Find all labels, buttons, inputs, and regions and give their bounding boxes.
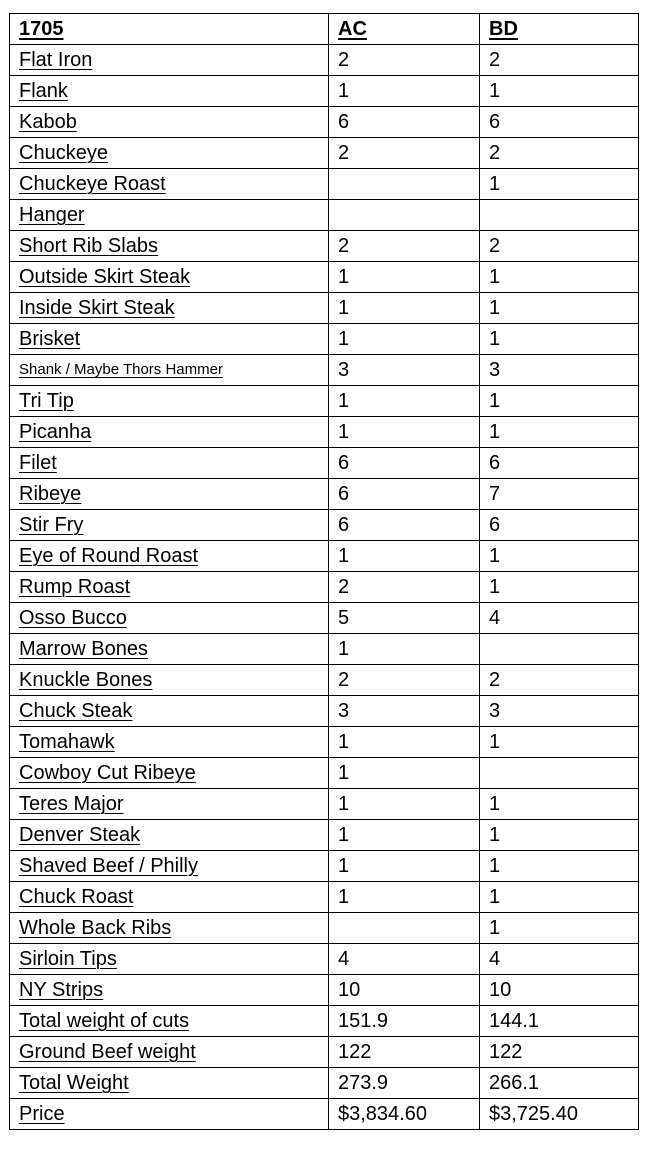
cut-name-cell xyxy=(10,1037,329,1068)
cut-name: Picanha xyxy=(19,421,92,443)
cut-name-cell xyxy=(10,448,329,479)
table-row xyxy=(10,479,639,510)
ac-value: 2 xyxy=(329,231,480,262)
table-row xyxy=(10,76,639,107)
table-row xyxy=(10,913,639,944)
cut-name-cell xyxy=(10,696,329,727)
bd-value: 2 xyxy=(480,138,639,169)
table-row xyxy=(10,634,639,665)
bd-value: 1 xyxy=(480,324,639,355)
cut-name-cell xyxy=(10,262,329,293)
cut-name: Eye of Round Roast xyxy=(19,545,198,567)
bd-value: 2 xyxy=(480,665,639,696)
cut-name: Chuck Steak xyxy=(19,700,133,722)
table-row xyxy=(10,45,639,76)
bd-value: 1 xyxy=(480,851,639,882)
bd-value: 6 xyxy=(480,510,639,541)
bd-value: 7 xyxy=(480,479,639,510)
ac-value: 1 xyxy=(329,76,480,107)
bd-value: 2 xyxy=(480,45,639,76)
table-row xyxy=(10,944,639,975)
table-row xyxy=(10,603,639,634)
bd-value: 1 xyxy=(480,789,639,820)
cut-name: Denver Steak xyxy=(19,824,141,846)
table-row xyxy=(10,975,639,1006)
cut-name-cell xyxy=(10,603,329,634)
bd-value: 1 xyxy=(480,293,639,324)
cut-name: Shaved Beef / Philly xyxy=(19,855,198,877)
table-row xyxy=(10,510,639,541)
cut-name-cell xyxy=(10,76,329,107)
table-row xyxy=(10,417,639,448)
bd-value: 144.1 xyxy=(480,1006,639,1037)
cut-name: Filet xyxy=(19,452,57,474)
cut-name-cell xyxy=(10,510,329,541)
bd-value: 1 xyxy=(480,76,639,107)
cut-name-cell xyxy=(10,572,329,603)
ac-value: 1 xyxy=(329,758,480,789)
bd-value: 1 xyxy=(480,820,639,851)
cut-name-cell xyxy=(10,479,329,510)
ac-value: 5 xyxy=(329,603,480,634)
cut-name-cell xyxy=(10,231,329,262)
cut-name: Chuckeye xyxy=(19,142,108,164)
bd-value: 266.1 xyxy=(480,1068,639,1099)
table-row xyxy=(10,138,639,169)
cut-name: Rump Roast xyxy=(19,576,131,598)
bd-value: $3,725.40 xyxy=(480,1099,639,1130)
cut-name: NY Strips xyxy=(19,979,104,1001)
table-body xyxy=(10,14,639,1130)
cut-name: Total Weight xyxy=(19,1072,129,1094)
bd-value: 10 xyxy=(480,975,639,1006)
cut-name: Stir Fry xyxy=(19,514,84,536)
table-row xyxy=(10,665,639,696)
table-row xyxy=(10,572,639,603)
table-row xyxy=(10,262,639,293)
ac-value: 1 xyxy=(329,324,480,355)
table-row xyxy=(10,1006,639,1037)
table-row xyxy=(10,448,639,479)
ac-value: 3 xyxy=(329,355,480,386)
cut-name: Teres Major xyxy=(19,793,124,815)
cut-name: Flank xyxy=(19,80,68,102)
ac-value: 1 xyxy=(329,386,480,417)
table-row xyxy=(10,107,639,138)
cut-name-cell xyxy=(10,138,329,169)
ac-value: 1 xyxy=(329,882,480,913)
table-row xyxy=(10,851,639,882)
cut-name: Cowboy Cut Ribeye xyxy=(19,762,196,784)
ac-value: 1 xyxy=(329,541,480,572)
cut-name: Total weight of cuts xyxy=(19,1010,190,1032)
table-row xyxy=(10,882,639,913)
ac-value: 1 xyxy=(329,820,480,851)
cut-name-cell xyxy=(10,975,329,1006)
ac-value: 273.9 xyxy=(329,1068,480,1099)
cut-name: Knuckle Bones xyxy=(19,669,153,691)
ac-value: 6 xyxy=(329,510,480,541)
ac-value xyxy=(329,169,480,200)
ac-value: 2 xyxy=(329,45,480,76)
bd-value: 1 xyxy=(480,417,639,448)
cut-name-cell xyxy=(10,1006,329,1037)
bd-value: 4 xyxy=(480,603,639,634)
ac-value: 1 xyxy=(329,417,480,448)
table-row xyxy=(10,758,639,789)
cut-name: Tomahawk xyxy=(19,731,115,753)
cut-name: Chuckeye Roast xyxy=(19,173,166,195)
cut-name-cell xyxy=(10,355,329,386)
cut-name: Hanger xyxy=(19,204,85,226)
table-row xyxy=(10,324,639,355)
cut-name-cell xyxy=(10,944,329,975)
cut-name-cell xyxy=(10,789,329,820)
cut-name-cell xyxy=(10,913,329,944)
bd-value xyxy=(480,758,639,789)
bd-value xyxy=(480,634,639,665)
bd-value: 1 xyxy=(480,913,639,944)
cut-name: Short Rib Slabs xyxy=(19,235,158,257)
ac-value: $3,834.60 xyxy=(329,1099,480,1130)
cut-name: Kabob xyxy=(19,111,77,133)
header-row xyxy=(10,14,639,45)
ac-value: 2 xyxy=(329,665,480,696)
ac-value: 1 xyxy=(329,851,480,882)
bd-value: 1 xyxy=(480,882,639,913)
cut-name: Price xyxy=(19,1103,65,1125)
cut-name: Flat Iron xyxy=(19,49,93,71)
bd-value: 1 xyxy=(480,169,639,200)
cut-name-cell xyxy=(10,417,329,448)
header-label-cell xyxy=(10,14,329,45)
cut-name: Inside Skirt Steak xyxy=(19,297,175,319)
bd-value: 3 xyxy=(480,696,639,727)
table-row xyxy=(10,355,639,386)
cut-name-cell xyxy=(10,665,329,696)
cut-name-cell xyxy=(10,820,329,851)
table-row xyxy=(10,820,639,851)
cut-name: Osso Bucco xyxy=(19,607,127,629)
table-row xyxy=(10,1099,639,1130)
bd-value: 6 xyxy=(480,107,639,138)
table-row xyxy=(10,727,639,758)
ac-value: 6 xyxy=(329,107,480,138)
bd-value xyxy=(480,200,639,231)
cut-name-cell xyxy=(10,107,329,138)
cut-name: Shank / Maybe Thors Hammer xyxy=(19,361,223,378)
cut-name: Whole Back Ribs xyxy=(19,917,172,939)
header-ac: AC xyxy=(338,18,367,40)
cut-name-cell xyxy=(10,882,329,913)
cut-name-cell xyxy=(10,169,329,200)
bd-value: 122 xyxy=(480,1037,639,1068)
table-row xyxy=(10,231,639,262)
ac-value: 1 xyxy=(329,727,480,758)
ac-value: 151.9 xyxy=(329,1006,480,1037)
table-row xyxy=(10,1068,639,1099)
cut-name: Tri Tip xyxy=(19,390,74,412)
cut-name-cell xyxy=(10,200,329,231)
table-row xyxy=(10,293,639,324)
ac-value: 3 xyxy=(329,696,480,727)
cut-name-cell xyxy=(10,293,329,324)
ac-value: 4 xyxy=(329,944,480,975)
ac-value xyxy=(329,913,480,944)
header-bd-cell xyxy=(480,14,639,45)
bd-value: 6 xyxy=(480,448,639,479)
ac-value xyxy=(329,200,480,231)
cut-name: Chuck Roast xyxy=(19,886,134,908)
cut-name-cell xyxy=(10,45,329,76)
ac-value: 10 xyxy=(329,975,480,1006)
bd-value: 1 xyxy=(480,541,639,572)
ac-value: 2 xyxy=(329,572,480,603)
cut-name-cell xyxy=(10,324,329,355)
beef-cuts-table xyxy=(9,13,639,1130)
bd-value: 3 xyxy=(480,355,639,386)
ac-value: 1 xyxy=(329,634,480,665)
table-row xyxy=(10,386,639,417)
table-row xyxy=(10,541,639,572)
table-row xyxy=(10,789,639,820)
ac-value: 6 xyxy=(329,448,480,479)
header-bd: BD xyxy=(489,18,518,40)
cut-name: Ribeye xyxy=(19,483,82,505)
cut-name-cell xyxy=(10,386,329,417)
table-row xyxy=(10,200,639,231)
bd-value: 1 xyxy=(480,572,639,603)
bd-value: 1 xyxy=(480,727,639,758)
bd-value: 4 xyxy=(480,944,639,975)
bd-value: 1 xyxy=(480,386,639,417)
ac-value: 1 xyxy=(329,262,480,293)
ac-value: 2 xyxy=(329,138,480,169)
cut-name: Outside Skirt Steak xyxy=(19,266,191,288)
table-row xyxy=(10,169,639,200)
cut-name-cell xyxy=(10,1099,329,1130)
cut-name-cell xyxy=(10,727,329,758)
header-label: 1705 xyxy=(19,18,64,40)
ac-value: 6 xyxy=(329,479,480,510)
cut-name: Brisket xyxy=(19,328,81,350)
ac-value: 1 xyxy=(329,789,480,820)
cut-name: Ground Beef weight xyxy=(19,1041,196,1063)
cut-name-cell xyxy=(10,634,329,665)
cut-name: Marrow Bones xyxy=(19,638,148,660)
cut-name-cell xyxy=(10,541,329,572)
bd-value: 1 xyxy=(480,262,639,293)
cut-name-cell xyxy=(10,758,329,789)
bd-value: 2 xyxy=(480,231,639,262)
table-row xyxy=(10,696,639,727)
ac-value: 1 xyxy=(329,293,480,324)
ac-value: 122 xyxy=(329,1037,480,1068)
cut-name-cell xyxy=(10,1068,329,1099)
table-row xyxy=(10,1037,639,1068)
header-ac-cell xyxy=(329,14,480,45)
cut-name-cell xyxy=(10,851,329,882)
cut-name: Sirloin Tips xyxy=(19,948,117,970)
